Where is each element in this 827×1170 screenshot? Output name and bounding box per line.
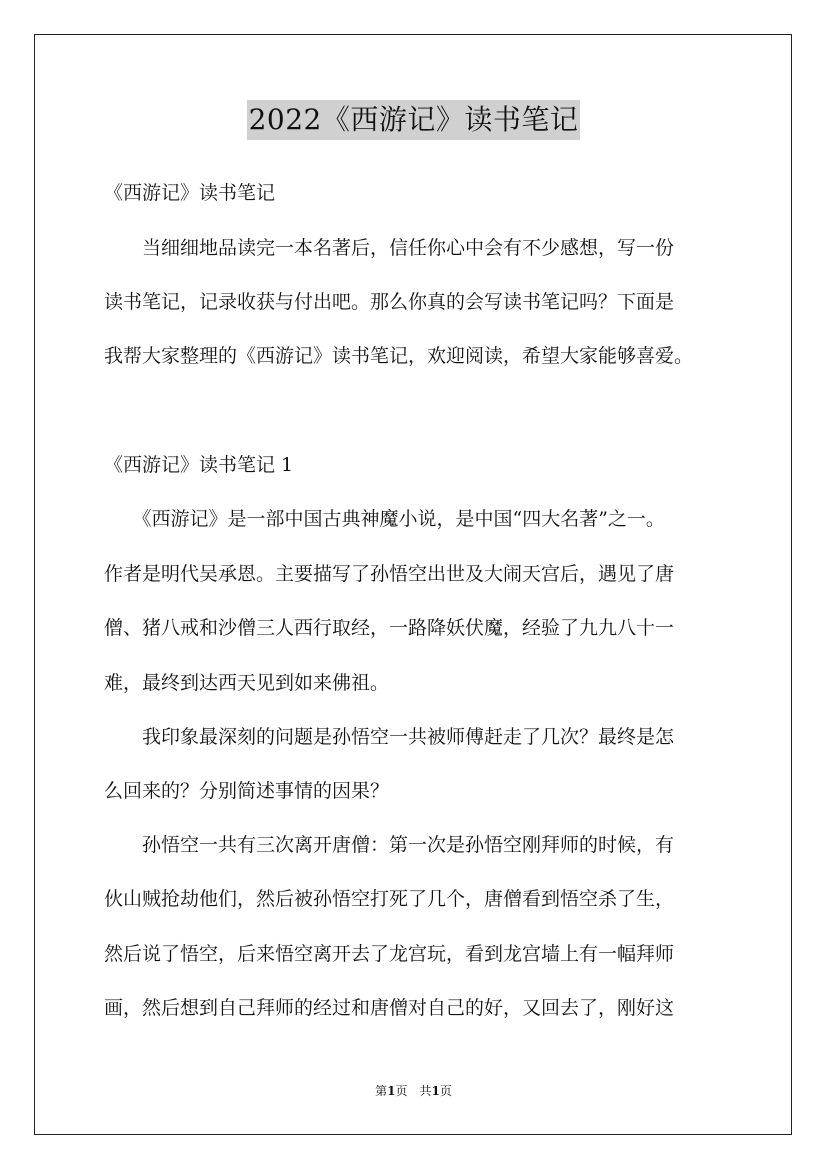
body-line: 我印象最深刻的问题是孙悟空一共被师傅赶走了几次？最终是怎 <box>104 726 675 748</box>
body-line: 我帮大家整理的《西游记》读书笔记，欢迎阅读，希望大家能够喜爱。 <box>104 345 694 367</box>
section-heading: 《西游记》读书笔记 1 <box>104 454 294 476</box>
body-line: 《西游记》是一部中国古典神魔小说，是中国“四大名著”之一。 <box>104 508 665 530</box>
body-line: 孙悟空一共有三次离开唐僧：第一次是孙悟空刚拜师的时候，有 <box>104 834 675 856</box>
body-line: 僧、猪八戒和沙僧三人西行取经，一路降妖伏魔，经验了九九八十一 <box>104 617 675 639</box>
body-line: 么回来的？分别简述事情的因果？ <box>104 780 390 802</box>
subtitle-line: 《西游记》读书笔记 <box>104 182 276 204</box>
body-line: 当细细地品读完一本名著后，信任你心中会有不少感想，写一份 <box>104 237 675 259</box>
footer-suffix: 页 <box>439 1084 452 1098</box>
body-line: 读书笔记，记录收获与付出吧。那么你真的会写读书笔记吗？下面是 <box>104 291 675 313</box>
footer-total-pages: 1 <box>431 1084 440 1098</box>
body-line: 难，最终到达西天见到如来佛祖。 <box>104 672 390 694</box>
body-line: 然后说了悟空，后来悟空离开去了龙宫玩，看到龙宫墙上有一幅拜师 <box>104 943 675 965</box>
footer-page-number: 1 <box>387 1084 396 1098</box>
body-line: 作者是明代吴承恩。主要描写了孙悟空出世及大闹天宫后，遇见了唐 <box>104 563 675 585</box>
footer-mid: 页 共 <box>395 1084 432 1098</box>
document-title: 2022《西游记》读书笔记 <box>247 100 581 140</box>
body-line: 画，然后想到自己拜师的经过和唐僧对自己的好，又回去了，刚好这 <box>104 997 675 1019</box>
title-container <box>0 100 827 140</box>
body-line: 伙山贼抢劫他们，然后被孙悟空打死了几个，唐僧看到悟空杀了生， <box>104 888 675 910</box>
page-footer <box>0 1083 827 1099</box>
footer-prefix: 第 <box>375 1084 388 1098</box>
